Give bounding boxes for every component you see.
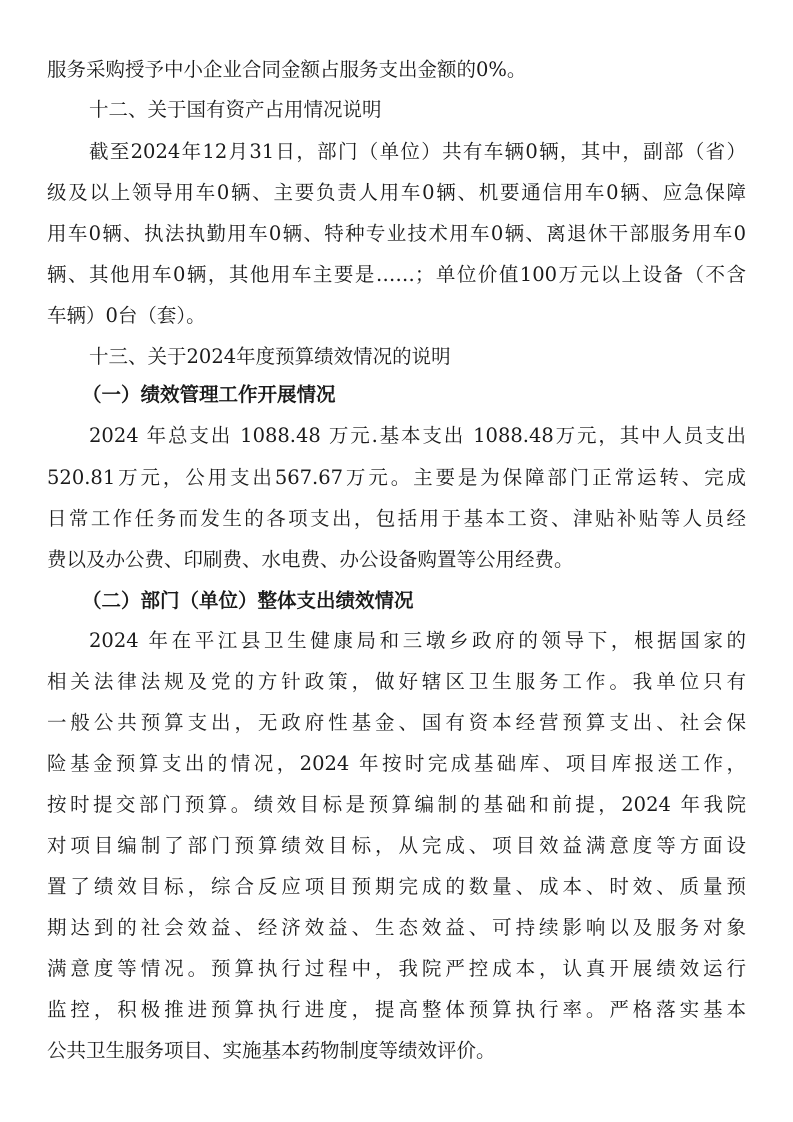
paragraph-line: 费以及办公费、印刷费、水电费、办公设备购置等公用经费。: [47, 548, 574, 571]
paragraph-line: 2024 年在平江县卫生健康局和三墩乡政府的领导下，根据国家的: [89, 629, 746, 652]
paragraph-line: 相关法律法规及党的方针政策，做好辖区卫生服务工作。我单位只有: [47, 670, 746, 693]
subsection-heading: （一）绩效管理工作开展情况: [82, 383, 336, 406]
paragraph-line: 辆、其他用车0辆，其他用车主要是……；单位价值100万元以上设备（不含: [47, 263, 746, 286]
paragraph-line: 置了绩效目标，综合反应项目预期完成的数量、成本、时效、质量预: [47, 875, 746, 898]
section-heading: 十二、关于国有资产占用情况说明: [89, 98, 382, 121]
paragraph-line: 车辆）0台（套）。: [47, 304, 206, 327]
paragraph-line: 对项目编制了部门预算绩效目标，从完成、项目效益满意度等方面设: [47, 834, 746, 857]
paragraph-line: 截至2024年12月31日，部门（单位）共有车辆0辆，其中，副部（省）: [89, 140, 746, 163]
section-heading: 十三、关于2024年度预算绩效情况的说明: [89, 345, 451, 368]
paragraph-line: 按时提交部门预算。绩效目标是预算编制的基础和前提，2024 年我院: [47, 793, 746, 816]
paragraph-line: 日常工作任务而发生的各项支出，包括用于基本工资、津贴补贴等人员经: [47, 507, 746, 530]
paragraph-line: 2024 年总支出 1088.48 万元.基本支出 1088.48万元，其中人员支出: [89, 424, 746, 447]
paragraph-line: 服务采购授予中小企业合同金额占服务支出金额的0%。: [47, 58, 527, 81]
paragraph-line: 险基金预算支出的情况，2024 年按时完成基础库、项目库报送工作，: [47, 752, 746, 775]
subsection-heading: （二）部门（单位）整体支出绩效情况: [82, 589, 414, 612]
paragraph-line: 用车0辆、执法执勤用车0辆、特种专业技术用车0辆、离退休干部服务用车0: [47, 222, 746, 245]
paragraph-line: 监控，积极推进预算执行进度，提高整体预算执行率。严格落实基本: [47, 998, 746, 1021]
paragraph-line: 公共卫生服务项目、实施基本药物制度等绩效评价。: [47, 1039, 496, 1062]
paragraph-line: 期达到的社会效益、经济效益、生态效益、可持续影响以及服务对象: [47, 916, 746, 939]
paragraph-line: 级及以上领导用车0辆、主要负责人用车0辆、机要通信用车0辆、应急保障: [47, 181, 746, 204]
paragraph-line: 一般公共预算支出，无政府性基金、国有资本经营预算支出、社会保: [47, 711, 746, 734]
paragraph-line: 520.81万元，公用支出567.67万元。主要是为保障部门正常运转、完成: [47, 466, 746, 489]
paragraph-line: 满意度等情况。预算执行过程中，我院严控成本，认真开展绩效运行: [47, 957, 746, 980]
